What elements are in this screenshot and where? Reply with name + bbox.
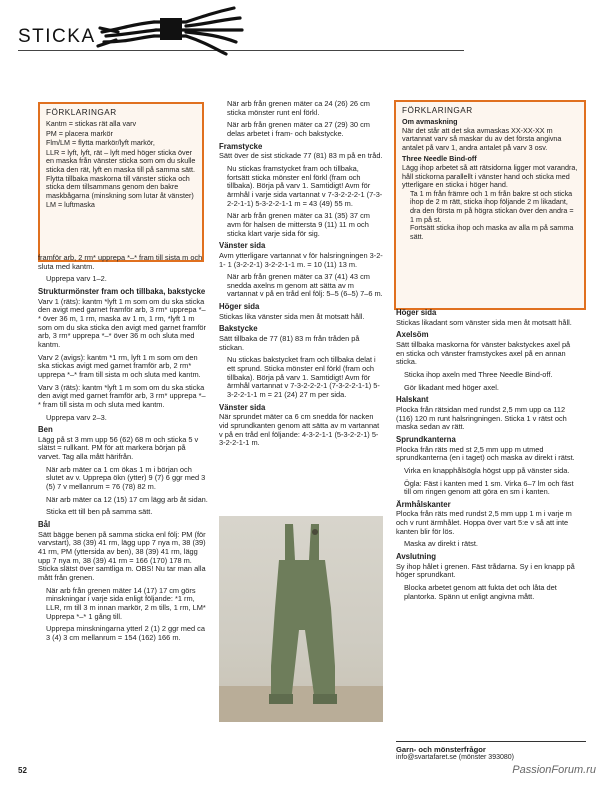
section-heading: Ben [38,425,53,435]
section-heading: Axelsöm [396,330,429,340]
paragraph: Sticka ihop axeln med Three Needle Bind-off. [404,369,553,379]
paragraph: Sy ihop hålet i grenen. Fäst trådarna. Sy i en knapp på höger sprundkant. [396,561,575,580]
paragraph: När arb mäter ca 1 cm ökas 1 m i början och slutet av v. Upprepa ökn (ytter) 9 (7) 6 ggr med 3 (5) 7 v mellanrum = 76 (78) 82 m. [46,464,206,492]
romper-illustration [219,516,383,722]
box-line: Kantm = stickas rät alla varv [46,119,137,128]
paragraph: Plocka från räts med rundst 2,5 mm upp 1 m i varje m och v runt ärmhålet. Hoppa över vart 5:e v så att inte kanten blir för lös. [396,509,572,536]
page-number: 52 [18,766,27,775]
explanations-box-left [38,102,204,262]
paragraph: Stickas likadant som vänster sida men åt motsatt håll. [396,317,572,327]
paragraph: Varv 3 (räts): kantm *lyft 1 m som om du ska sticka den avigt med garnet framför arb, 3 rm* upprepa *–* fram till sista m och sluta med kantm. [38,382,206,409]
paragraph: När arb från grenen mäter ca 24 (26) 26 cm sticka mönster runt enl förkl. [227,99,370,117]
box-text: Fortsätt sticka ihop och maska av alla m på samma sätt. [410,223,574,241]
paragraph: Varv 1 (räts): kantm *lyft 1 m som om du ska sticka den avigt med garnet framför arb, 3 rm* upprepa *–* över 36 m, 1 rm, maska av 1 m, 1 rm, *lyft 1 m som om du ska sticka den avigt med garnet framför arb, 3 rm* upprepa *–* över 36 m och sluta med kantm. [38,296,207,349]
paragraph: Lägg på st 3 mm upp 56 (62) 68 m och sticka 5 v slätst = rullkant. PM för att markera början på varvet. Tag alla mått härifrån. [38,434,199,462]
section-heading: Bål [38,520,51,530]
paragraph: Sätt bägge benen på samma sticka enl följ: PM (för varvstart), 38 (39) 41 rm, lägg upp 7 nya m, 38 (39) 41 rm, PM (yttersida av ben), 38 (39) 41 rm, lägg upp 7 nya m, 38 (39) 41 rm = 166 (170) 178 m. Sticka slätst över samtliga m. OBS! Nu tar man alla mått från grenen. [38,529,206,582]
paragraph: Virka en knapphålsögla högst upp på vänster sida. [404,465,570,475]
paragraph: När arb från grenen mäter ca 27 (29) 30 cm delas arbetet i fram- och bakstycke. [227,120,370,138]
paragraph: Plocka från rätsidan med rundst 2,5 mm upp ca 112 (116) 120 m runt halsringningen. Sticka 1 v rätst och maska sedan av rätt. [396,404,567,432]
paragraph: Sätt tillbaka maskorna för vänster bakstyckes axel på en sticka och vänster framstyckes axel på en annan sticka. [396,339,571,367]
paragraph: När arb från grenen mäter 14 (17) 17 cm görs minskningar i varje sida enligt följande: *1 rm, LLR, rm till 3 m innan markör, 2 m tills, 1 rm, LM* Upprepa *–* 1 gång till. [46,585,206,621]
paragraph: När sprundet mäter ca 6 cm snedda för nacken vid sprundkanten genom att sätta av m vartannat v på en tråd enl följande: 4-3-2-1-1 (5-3-2-2-1) 5-3-2-2-1-1 m. [219,412,380,448]
section-heading: Ärmhålskanter [396,499,451,509]
paragraph: Blocka arbetet genom att fukta det och låta det plantorka. Spänn ut enligt angivna mått. [404,583,557,601]
section-heading: Höger sida [219,302,260,312]
knitted-romper-photo [219,516,383,722]
paragraph: Sätt över de sist stickade 77 (81) 83 m på en tråd. [219,151,383,161]
section-heading: Framstycke [219,141,263,151]
paragraph: Upprepa varv 1–2. [46,274,107,284]
yarn-skein-icon [94,2,244,58]
section-heading: Halskant [396,395,429,405]
contact-rule [396,741,586,742]
section-heading: Vänster sida [219,241,266,251]
section-heading: Strukturmönster fram och tillbaka, bakstycke [38,286,206,296]
paragraph: Varv 2 (avigs): kantm *1 rm, lyft 1 m som om den ska stickas avigt med garnet framför arb, 2 rm* upprepa *–* fram till sista m och sluta med kantm. [38,352,201,379]
paragraph: Maska av direkt i rätst. [404,539,478,549]
column-2 [219,100,383,452]
section-heading: Bakstycke [219,324,258,334]
section-heading: Sprundkanterna [396,434,456,444]
box-subheading: Three Needle Bind-off [402,154,477,164]
section-title: STICKA [18,26,96,47]
page-header [0,0,604,60]
paragraph: Ögla: Fäst i kanten med 1 sm. Virka 6–7 lm och fäst till om ringen genom att göra en sm i kanten. [404,478,574,497]
box-text: Lägg ihop arbetet så att rätsidorna ligger mot varandra, håll stickorna parallellt i vänster hand och sticka med ytterligare en sticka i höger hand. [402,162,578,190]
contact-email: info@svartafaret.se (mönster 393080) [396,754,514,761]
box-heading: FÖRKLARINGAR [46,108,117,117]
box-line: PM = placera markör [46,128,113,138]
paragraph: Gör likadant med höger axel. [404,382,499,392]
box-line: LLR = lyft, lyft, rät – lyft med höger sticka över en maska från vänster sticka som om du skulle sticka den rät, lyft en maska till på samma sätt. Flytta tillbaka maskorna till vänster sticka och sticka dem tillsammans genom den bakre maskbågarna (minskning som lutar åt vänster) [46,147,196,200]
box-text: Ta 1 m från främre och 1 m från bakre st och sticka ihop de 2 m rätt, sticka ihop följande 2 m likadant, dra den första m på högra stickan över den andra = 1 m på st. [410,188,574,224]
paragraph: Upprepa minskningarna ytterl 2 (1) 2 ggr med ca 3 (4) 3 cm mellanrum = 154 (162) 166 m. [46,624,205,642]
section-heading: Vänster sida [219,402,266,412]
paragraph: Sticka ett till ben på samma sätt. [46,507,153,517]
section-heading: Höger sida [396,308,437,317]
box-text: När det står att det ska avmaskas XX-XX-XX m vartannat varv så maskar du av det första angivna antalet på varv 1, andra antalet på varv 3 osv. [402,125,562,152]
box-subheading: Om avmaskning [402,117,458,126]
contact-title: Garn- och mönsterfrågor [396,745,486,754]
contact-block [396,741,586,761]
paragraph: framför arb, 2 rm* upprepa *–* fram till sista m och sluta med kantm. [38,253,203,271]
section-heading: Avslutning [396,552,436,562]
box-line: Flm/LM = flytta markör/lyft markör, [46,138,155,148]
column-3 [396,306,576,605]
paragraph: Upprepa varv 2–3. [46,412,107,422]
paragraph: Nu stickas framstycket fram och tillbaka, fortsätt sticka mönster enl förkl (fram och tillbaka). Börja på varv 1. Samtidigt! Avm för ärmhål i varje sida vartannat v 7-3-2-2-2-1 (7-3-2-2-1-1) 5-3-2-2-1-1 m = 43 (49) 55 m. [227,163,383,208]
paragraph: När arb från grenen mäter ca 31 (35) 37 cm avm för halsen de mittersta 9 (11) 11 m och sticka klart varje sida för sig. [227,211,370,238]
explanations-box-right [394,100,586,310]
box-heading: FÖRKLARINGAR [402,106,473,115]
paragraph: Stickas lika vänster sida men åt motsatt håll. [219,311,365,321]
watermark: PassionForum.ru [512,764,596,776]
box-line: LM = luftmaska [46,200,95,210]
paragraph: När arb mäter ca 12 (15) 17 cm lägg arb åt sidan. [46,494,208,504]
paragraph: Sätt tillbaka de 77 (81) 83 m från tråden på stickan. [219,334,360,352]
paragraph: Nu stickas bakstycket fram och tillbaka delat i ett sprund. Sticka mönster enl förkl (fram och tillbaka). Börja på varv 1. Samtidigt! Avm för ärmhål vartannat v 7-3-2-2-2-1 (7-3-2-2-1-1) 5-3-2-2-1-1 m = 21 (24) 27 m per sida. [227,355,380,400]
column-1 [38,254,208,647]
paragraph: Plocka från räts med st 2,5 mm upp m utmed sprundkanterna (en i taget) och maska av direkt i rätst. [396,444,575,463]
paragraph: Avm ytterligare vartannat v för halsringningen 3-2-1- 1 (3-2-2-1) 3-2-2-1-1 m. = 10 (11) 13 m. [219,250,383,269]
paragraph: När arb från grenen mäter ca 37 (41) 43 cm snedda axelns m genom att sätta av m vartannat v på en tråd enl följ: 5–5 (6–5) 7–6 m. [227,272,383,299]
